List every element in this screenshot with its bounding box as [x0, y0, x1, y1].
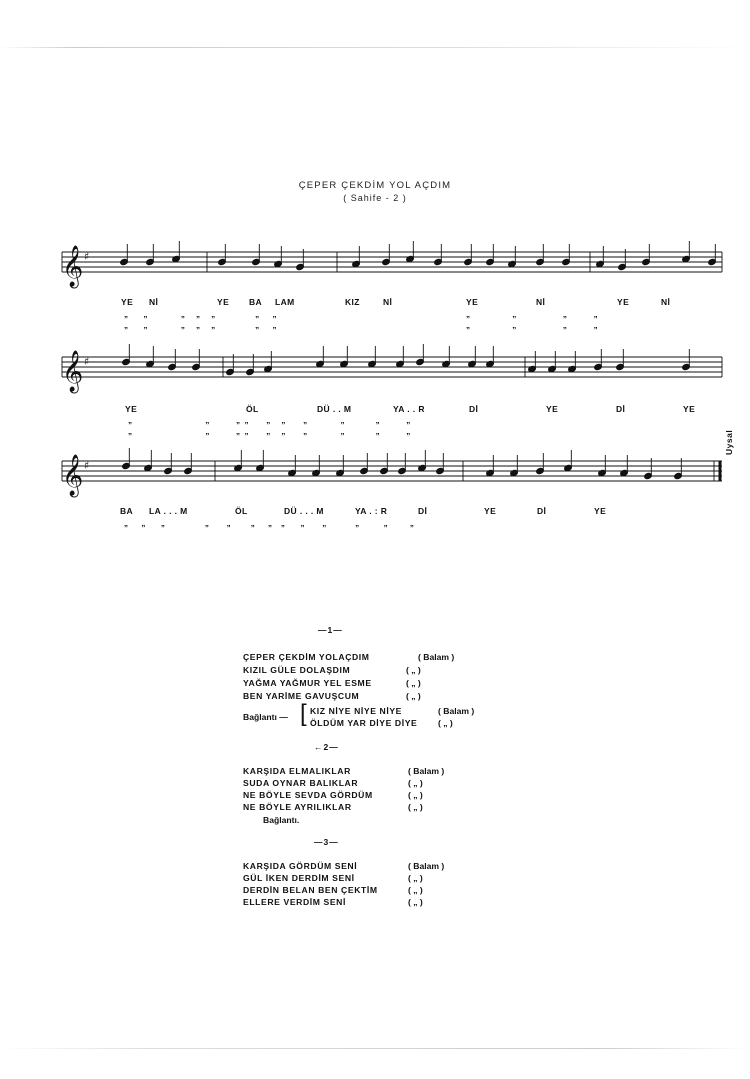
verse-refrain: ( Balam ) [408, 766, 445, 776]
lyric-syllable: YE [594, 506, 607, 516]
song-title: ÇEPER ÇEKDİM YOL AÇDIM [298, 180, 452, 191]
lyric-syllable: YE [617, 297, 630, 307]
sharp-icon: ♯ [84, 459, 90, 472]
verse-line: KARŞIDA ELMALIKLAR [243, 766, 351, 776]
sharp-icon: ♯ [84, 355, 90, 368]
lyric-syllable: BA [120, 506, 134, 516]
lyric-syllable: YE [484, 506, 497, 516]
verse-line: ÇEPER ÇEKDİM YOLAÇDIM [243, 652, 370, 662]
lyric-syllable: YE [466, 297, 479, 307]
verse-line: KARŞIDA GÖRDÜM SENİ [243, 861, 358, 871]
ditto-marks: „ „ „ „ „ „ „ „ „ „ [128, 427, 411, 436]
verse-line: BEN YARİME GAVUŞCUM [243, 691, 360, 701]
verse-number: —3— [314, 837, 339, 847]
baglanti-label: Bağlantı. [263, 815, 300, 825]
verse-refrain: ( „ ) [408, 885, 423, 895]
lyric-syllable: YA . : R [355, 506, 388, 516]
verse-number: ←2— [314, 742, 339, 752]
verse-number: —1— [318, 625, 343, 635]
lyric-syllable: KIZ [345, 297, 360, 307]
lyric-syllable: Nİ [536, 297, 546, 307]
treble-clef-icon: 𝄞 [62, 351, 84, 392]
verse-line: SUDA OYNAR BALIKLAR [243, 778, 359, 788]
verse-line: KIZIL GÜLE DOLAŞDIM [243, 665, 351, 675]
sharp-icon: ♯ [84, 250, 90, 263]
verse-refrain: ( „ ) [406, 665, 421, 675]
verse-refrain: ( „ ) [408, 873, 423, 883]
verse-refrain: ( Balam ) [408, 861, 445, 871]
lyric-syllable: DÜ . . M [317, 404, 352, 414]
tempo-label: Uysal [724, 429, 734, 455]
verse-refrain: ( „ ) [408, 790, 423, 800]
lyric-syllable: YA . . R [393, 404, 425, 414]
baglanti-bracket: [ [300, 700, 307, 727]
baglanti-refrain: ( Balam ) [438, 706, 475, 716]
verse-refrain: ( Balam ) [418, 652, 455, 662]
lyric-syllable: Nİ [383, 297, 393, 307]
baglanti-refrain: ( „ ) [438, 718, 453, 728]
lyric-syllable: LA . . . M [149, 506, 188, 516]
verse-refrain: ( „ ) [408, 778, 423, 788]
lyric-syllable: Nİ [661, 297, 671, 307]
ditto-marks: „ „ „ „ [466, 310, 598, 319]
baglanti-label: Bağlantı — [243, 712, 288, 722]
ditto-marks: „ „ „ „ „ „ „ [124, 321, 277, 330]
lyric-syllable: YE [125, 404, 138, 414]
lyric-syllable: YE [546, 404, 559, 414]
verse-line: DERDİN BELAN BEN ÇEKTİM [243, 885, 378, 895]
verse-line: NE BÖYLE SEVDA GÖRDÜM [243, 790, 373, 800]
ditto-marks: „ „ „ „ [466, 321, 598, 330]
verse-refrain: ( „ ) [408, 897, 423, 907]
lyric-syllable: YE [217, 297, 230, 307]
verse-refrain: ( „ ) [408, 802, 423, 812]
verse-refrain: ( „ ) [406, 678, 421, 688]
lyric-syllable: Dİ [616, 404, 626, 414]
lyric-syllable: YE [121, 297, 134, 307]
verse-refrain: ( „ ) [406, 691, 421, 701]
scan-edge-bottom [0, 1048, 750, 1049]
baglanti-line: ÖLDÜM YAR DİYE DİYE [310, 718, 418, 728]
lyric-syllable: YE [683, 404, 696, 414]
ditto-marks: „ „ „ „ „ „ „ „ „ „ „ „ „ [124, 519, 414, 528]
verse-line: ELLERE VERDİM SENİ [243, 897, 346, 907]
lyric-syllable: ÖL [246, 404, 259, 414]
verse-line: NE BÖYLE AYRILIKLAR [243, 802, 352, 812]
lyric-syllable: Dİ [418, 506, 428, 516]
treble-clef-icon: 𝄞 [62, 246, 84, 287]
lyric-syllable: Dİ [537, 506, 547, 516]
page-subtitle: ( Sahife - 2 ) [343, 193, 407, 203]
lyric-syllable: BA [249, 297, 263, 307]
verse-line: YAĞMA YAĞMUR YEL ESME [243, 678, 372, 688]
treble-clef-icon: 𝄞 [62, 455, 84, 496]
ditto-marks: „ „ „ „ „ „ „ [124, 310, 277, 319]
lyric-syllable: Nİ [149, 297, 159, 307]
lyric-syllable: Dİ [469, 404, 479, 414]
verse-line: GÜL İKEN DERDİM SENİ [243, 873, 355, 883]
lyric-syllable: LAM [275, 297, 295, 307]
lyric-syllable: ÖL [235, 506, 248, 516]
ditto-marks: „ „ „ „ „ „ „ „ „ „ [128, 416, 411, 425]
lyric-syllable: DÜ . . . M [284, 506, 324, 516]
baglanti-line: KIZ NİYE NİYE NİYE [310, 706, 402, 716]
